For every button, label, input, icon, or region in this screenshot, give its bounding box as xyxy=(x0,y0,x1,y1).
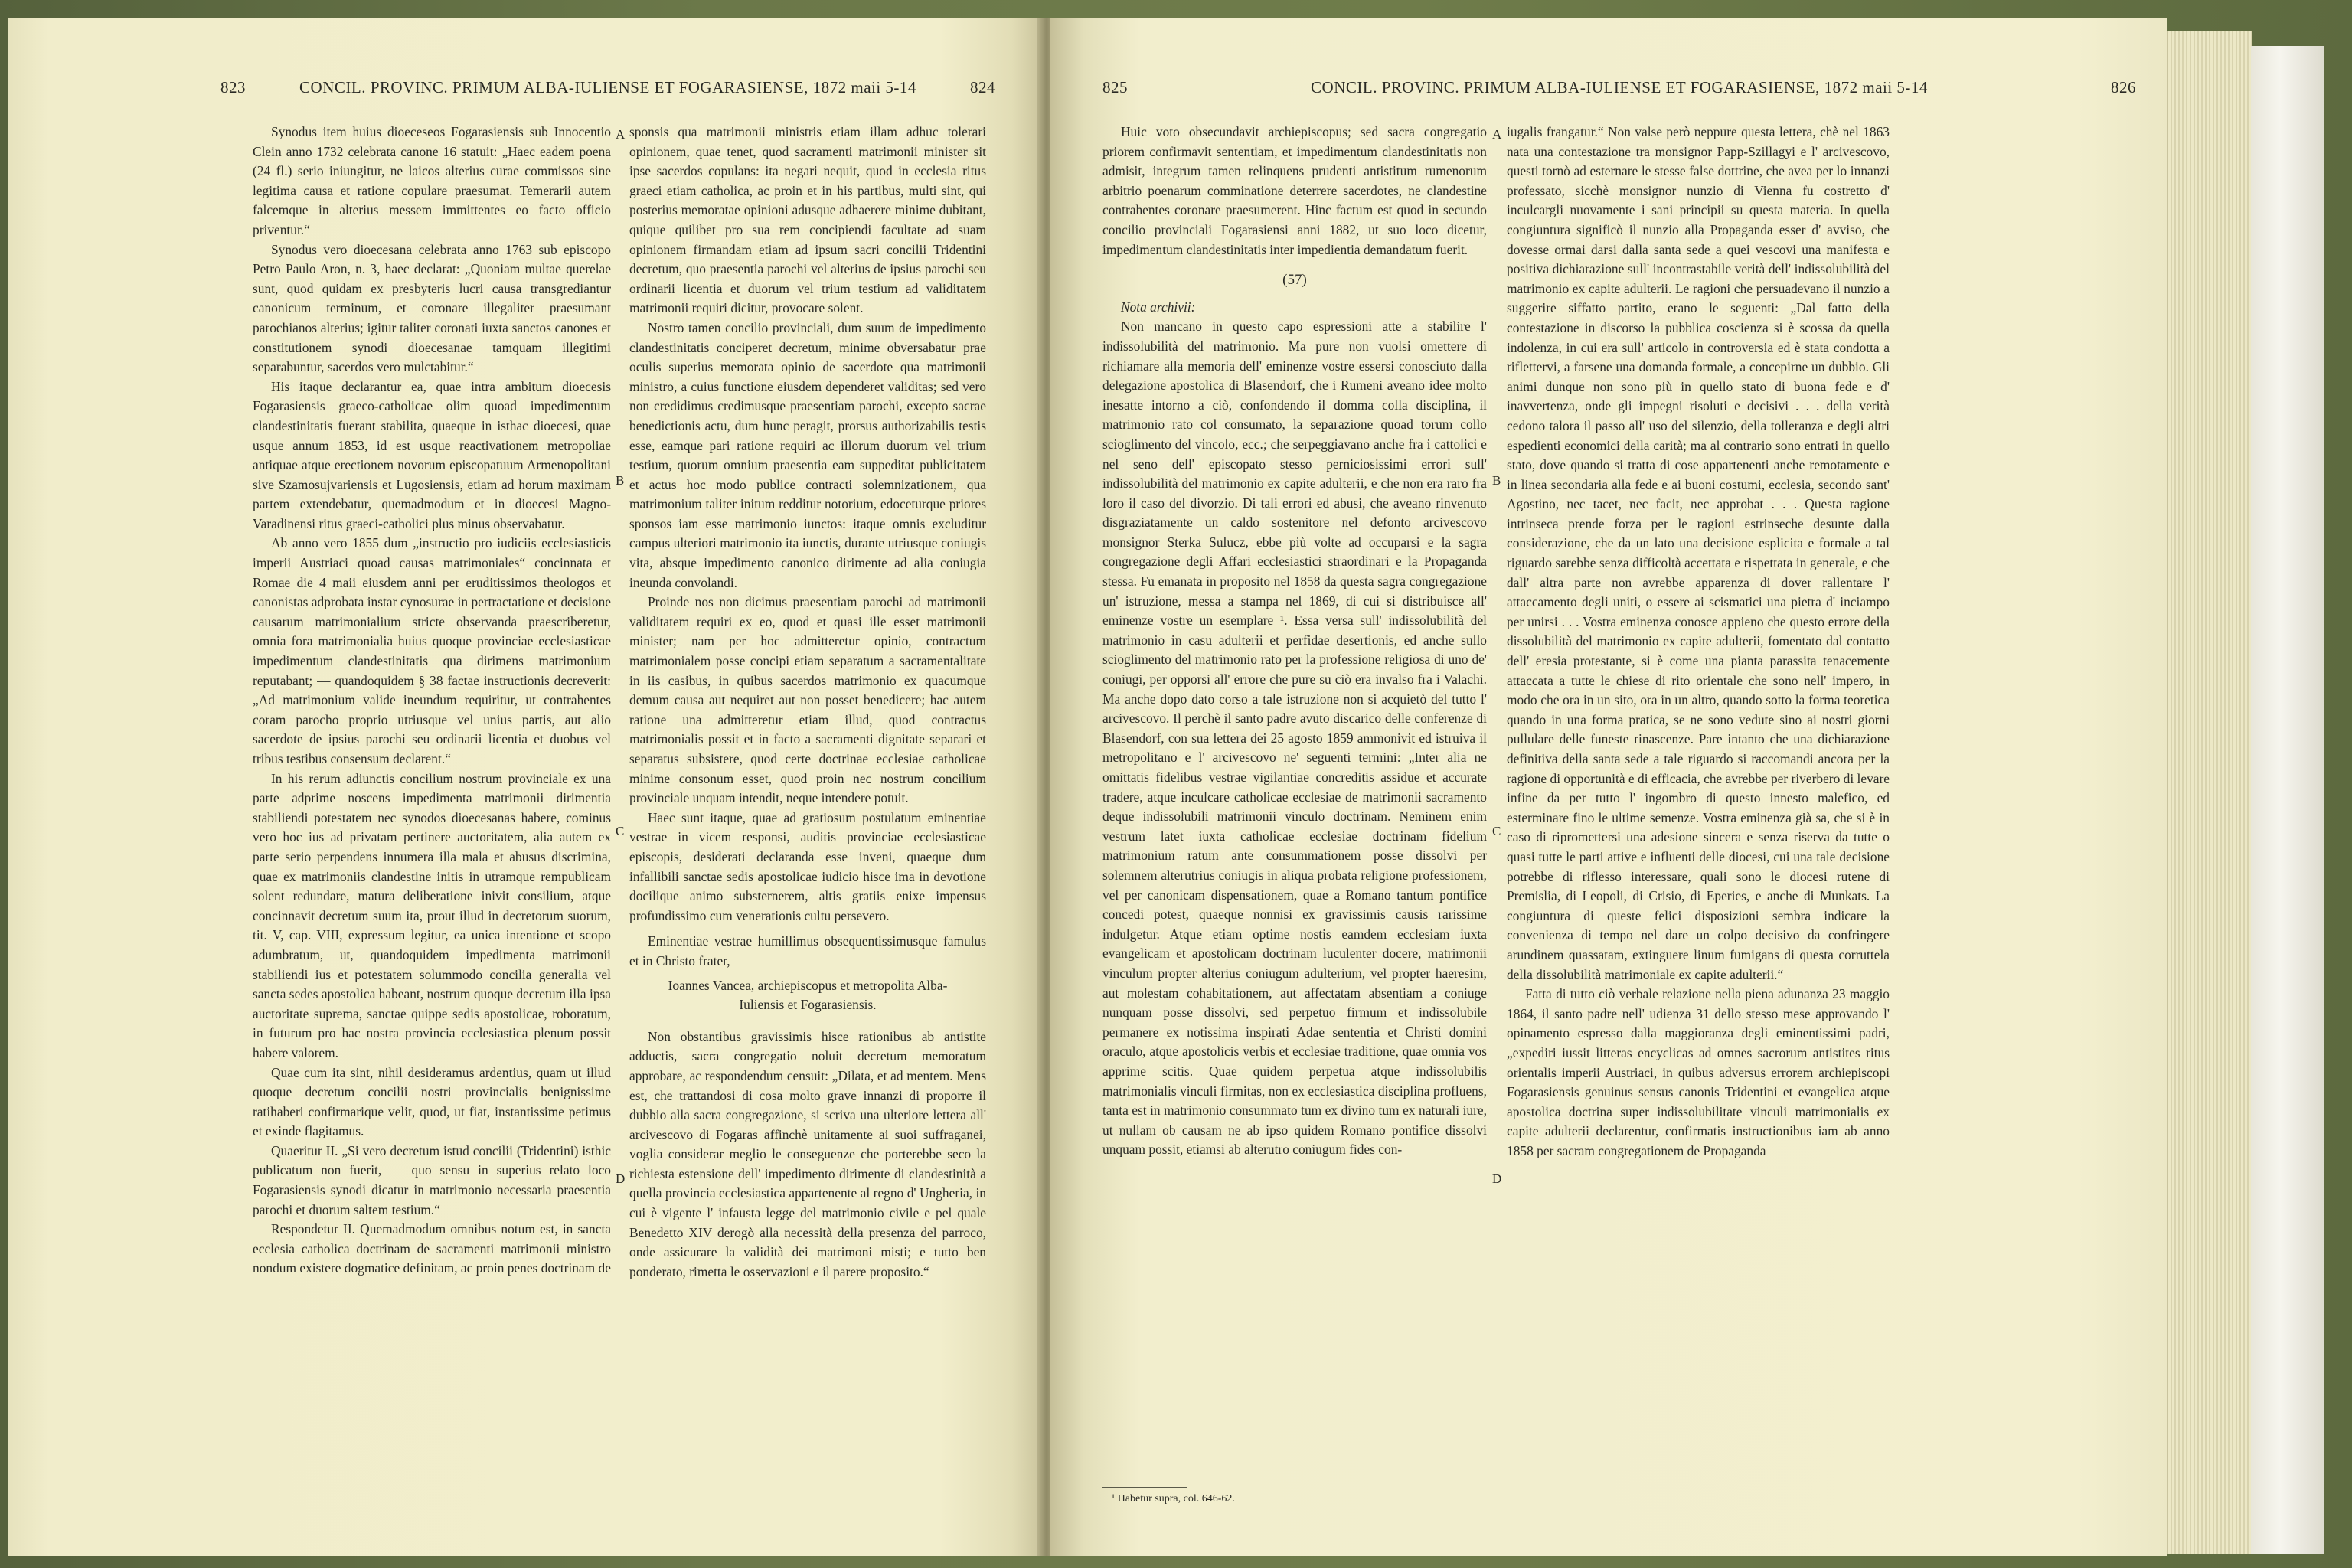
note-label: Nota archivii: xyxy=(1121,299,1196,315)
paragraph: Ab anno vero 1855 dum „instructio pro iudiciis ecclesiasticis imperii Austriaci quoad causas matrimoniales“ concinnata et Romae die 4 maii eiusdem anni per eruditissimos theologos et canonistas adprobata instar cynosurae in pertractatione et decisione causarum matrimonialium stricte observanda praescriberetur, omnia fora matrimonialia huius quoque provinciae ecclesiasticae impedimentum clandestinitatis qua dirimens matrimonium reputabant; — quandoquidem § 38 factae instructionis decreverit: „Ad matrimonium valide ineundum requiritur, ut contrahentes coram parocho proprio utriusque vel unius partis, aut alio sacerdote de ipsius parochi seu ordinarii licentia et duobus vel tribus testibus consensum declarent.“ xyxy=(253,535,611,766)
paragraph: sponsis qua matrimonii ministris etiam illam adhuc tolerari opinionem, quae tenet, quod sacramenti matrimonii minister sit ipse sacerdos copulans: ita negari nequit, quod in ecclesia ritus graeci etiam catholica, ac proin et in his partibus, multi sint, qui posterius memoratae opinioni adusque adhaerere minime dubitant, quique quilibet pro sua rem concipiendi facultate ad suam opinionem firmandam etiam ad ipsum sacri concilii Tridentini decretum, quo praesentia parochi vel alterius de ipsius parochi seu ordinarii licentia et duorum vel trium testium ad validitatem matrimonii requiri dicitur, provocare solent. xyxy=(629,124,986,316)
signature-closing: Eminentiae vestrae humillimus obsequentissimusque famulus et in Christo frater, xyxy=(629,933,986,969)
paragraph: Nostro tamen concilio provinciali, dum suum de impedimento clandestinitatis conciperet decretum, minime obversabatur prae oculis superius memorata opinio de sacerdote qua matrimonii ministro, a cuius functione eiusdem dependeret validitas; sed vero non credidimus credimusque praesentiam parochi, excepto sacrae benedictionis actu, dum hunc peragit, prorsus authorizabilis testis esse, eamque pari ratione requiri ac illorum duorum vel trium testium, quorum omnium praesentia eam suppeditat publicitatem et actus hoc modo publice contracti solemnizationem, qua matrimonium taliter initum redditur notorium, edoceturque priores sponsos iam esse matrimonio iunctos: itaque omnis excluditur campus ulteriori matrimonio ita iunctis, durante utriusque coniugis vita, absque impedimento canonico dirimente ad alia coniugia ineunda convolandi. xyxy=(629,319,986,590)
paragraph: Fatta di tutto ciò verbale relazione nella piena adunanza 23 maggio 1864, il santo padre nell' udienza 31 dello stesso mese approvando l' opinamento espresso dalla maggioranza degli eminentissimi padri, „expediri iussit litteras encyclicas ad omnes sacrorum antistites ritus orientalis imperii Austriaci, in quibus adversus errorem archiepiscopi Fogarasiensis genuinus sensus canonis Tridentini et evangelica atque apostolica doctrina super indissolubilitate vinculi matrimonialis ex capite adulterii declarentur, confirmatis instructionibus iam ab anno 1858 per sacram congregationem de Propaganda xyxy=(1507,986,1890,1158)
page-number: 825 xyxy=(1102,78,1128,96)
paragraph: Respondetur II. Quemadmodum omnibus notum est, in sancta ecclesia catholica doctrinam de sacramenti matrimonii ministro nondum existere dogmatice definitam, ac proin penes doctrinam de xyxy=(253,1221,611,1276)
running-title: CONCIL. PROVINC. PRIMUM ALBA-IULIENSE ET FOGARASIENSE, 1872 maii 5-14 xyxy=(299,78,916,96)
section-marker: B xyxy=(616,473,625,488)
section-number: (57) xyxy=(1282,272,1307,289)
page-number: 826 xyxy=(2111,78,2136,96)
running-header-right xyxy=(1102,78,2136,109)
paragraph: Synodus item huius dioeceseos Fogarasiensis sub Innocentio Clein anno 1732 celebrata canone 16 statuit: „Haec eadem poena (24 fl.) serio iniungitur, ne laicos alterius curae commissos sine legitima causa et ratione copulare praesumat. Temerarii autem falcemque in alterius messem immittentes eo facto officio priventur.“ xyxy=(253,124,611,237)
signature: Ioannes Vancea, archiepiscopus et metropolita Alba-Iuliensis et Fogarasiensis. xyxy=(668,977,948,1013)
left-column-1 xyxy=(253,122,611,1279)
left-page xyxy=(8,18,1043,1556)
paragraph: Non mancano in questo capo espressioni atte a stabilire l' indissolubilità del matrimonio. Ma pure non vuolsi omettere di richiamare alla memoria dell' eminenze vostre essersi conosciuto dalla delegazione apostolica di Blasendorf, che i Rumeni aveano idee molto inesatte intorno a ciò, confondendo il domma colla disciplina, il matrimonio rato col consumato, la separazione quoad torum collo scioglimento del vincolo, ecc.; che serpeggiavano anche fra i cattolici e nel seno dell' episcopato stesso perniciosissimi errori sull' indissolubilità del matrimonio ex capite adulterii, e che non era raro fra loro il caso del divorzio. Di tali errori ed abusi, che aveano rinvenuto disgraziatamente un caldo sostenitore nel defonto arcivescovo monsignor Sterka Sulucz, ebbe più volte ad occuparsi e la sagra congregazione degli Affari ecclesiastici straordinari e la Propaganda stessa. Fu emanata in proposito nel 1858 da questa sagra congregazione un' istruzione, messa a stampa nel 1869, di cui si distribuisce all' eminenze vostre un esemplare ¹. Essa versa sull' indissolubilità del matrimonio in casu adulterii et perfidae desertionis, ed anche sullo scioglimento del matrimonio rato per la professione religiosa di uno de' coniugi, per opporsi all' errore che pure su ciò era invalso fra i Valachi. Ma anche dopo dato corso a tale istruzione non si acquietò del tutto l' arcivescovo. Il perchè il santo padre avuto discarico delle conferenze di Blasendorf, con sua lettera dei 25 agosto 1859 ammonivit ed istruiva il metropolitano e l' arcivescovo ne' seguenti termini: „Inter alia ne omittatis fidelibus vestrae vigilantiae concreditis assidue et accurate tradere, atque inculcare catholicae ecclesiae de matrimonii sacramento deque indissolubili matrimonii vinculo doctrinam. Neminem enim vestrum latet iuxta catholicae ecclesiae doctrinam fidelium matrimonium ratum ante consummationem posse dissolvi per solemnem alterutrius coniugis in aliqua probata religione professionem, vel per canonicam dispensationem, quae a Romano tantum pontifice concedi potest, quaeque nonnisi ex gravissimis causis rarissime indulgetur. Atque etiam optime nostis eamdem ecclesiam iuxta evangelicam et apostolicam doctrinam luculenter docere, matrimonii vinculum propter alterius coniugum adulterium, vel propter haeresim, aut molestam cohabitationem, aut affectatam absentiam a coniuge nunquam posse dissolvi, sed perpetuo firmum et indissolubile permanere ex notissima inspirati Adae sententia et Christi domini oraculo, atque apostolicis verbis et ecclesiae traditione, quae omnia vos apprime scitis. Quae quidem perpetua atque indissolubilis matrimonialis vinculi firmitas, non ex ecclesiastica disciplina profluens, tanta est in matrimonio consummato tum ex divino tum ex naturali iure, ut nullam ob causam ne ab ipso quidem Romano pontifice dissolvi unquam possit, etiamsi ab alterutro coniugum fides con- xyxy=(1102,318,1487,1158)
section-marker: A xyxy=(616,127,626,142)
right-page xyxy=(1050,18,2167,1556)
section-marker: C xyxy=(616,824,625,838)
left-column-2 xyxy=(629,122,986,1282)
footnote-rule xyxy=(1102,1487,1187,1488)
paragraph: Proinde nos non dicimus praesentiam parochi ad matrimonii validitatem requiri ex eo, quod et quasi ille esset matrimonii minister; nam per hoc admitteretur opinio, contractum matrimonialem posse concipi etiam separatum a sacramentalitate in iis casibus, in quibus sacerdos matrimonio ex quacumque demum causa aut nequiret aut non posset benedicere; hac autem ratione una admitteretur etiam illud, quod contractus matrimonialis possit et in facto a sacramenti dignitate separari et separatus subsistere, quod certe doctrinae ecclesiae catholicae minime consonum esset, quod proin nec nostrum concilium provinciale unquam intendit, neque intendere potuit. xyxy=(629,594,986,806)
paragraph: iugalis frangatur.“ Non valse però neppure questa lettera, chè nel 1863 nata una contestazione tra monsignor Papp-Szillagyi e l' arcivescovo, questi tornò ad esternare le stesse false dottrine, che avea per lo innanzi professato, sicchè monsignor nunzio di Vienna fu costretto d' inculcargli nuovamente i sani principii su questa materia. In quella congiuntura significò il nunzio alla Propaganda esser d' avviso, che dovesse ormai darsi dalla santa sede a quei vescovi una manifesta e positiva dichiarazione sull' incontrastabile verità dell' indissolubilità del matrimonio ex capite adulterii. Le ragioni che persuadevano il nunzio a suggerire siffatto partito, erano le seguenti: „Dal fatto della contestazione in discorso la pubblica coscienza si è scossa da quella indolenza, in cui era sull' articolo in controversia ed è stata condotta a riflettervi, a farsene una domanda formale, a concepirne un dubbio. Gli animi dunque non sono più in quello stato di buona fede e d' inavvertenza, onde gli impegni risoluti e decisivi . . . della verità cedono talora il passo all' uso del silenzio, della tolleranza e degli altri espedienti economici della carità; ma al contrario sono entrati in quello stato, dove quando si tratta di cose appartenenti anche remotamente e in linea secondaria alla fede e ai buoni costumi, ecclesia, secondo sant' Agostino, nec tacet, nec facit, nec approbat . . . Questa ragione intrinseca prende forza per le ragioni estrinseche desunte dalla considerazione, che da un lato una decisione esplicita e formale a tal riguardo sarebbe senza difficoltà accettata e rispettata in generale, e che dall' altra parte non avrebbe apparenza di dover rallentare l' attaccamento degli uniti, o essere ai scismatici una pietra d' inciampo per unirsi . . . Vostra eminenza conosce appieno che questo errore della dissolubilità del matrimonio ex capite adulterii, fomentato dal contatto dell' eresia protestante, si è come una pianta parassita tenacemente attaccata a tutte le chiese di rito orientale che sono nell' impero, in modo che ora in un sito, ora in un altro, quando sotto la forma teoretica quando in una forma pratica, se ne sono vedute sino ai nostri giorni pullulare delle funeste rinascenze. Pare intanto che una dichiarazione definitiva della santa sede a tale riguardo si raccomandi ancora per la ragione di opportunità e di efficacia, che avrebbe per riverbero di levare infine da per tutto l' ingombro di questo innesto malefico, ed esterminare fino le ultime semenze. Vostra eminenza già sa, che si è in caso di ripromettersi una adesione sincera e senza riserva da tutte o quasi tutte le parti attive e influenti delle diocesi, cui una tale decisione potrebbe di riflesso interessare, quali sono le diocesi rutene di Premislia, di Leopoli, di Crisio, di Eperies, e anche di Munkats. La congiuntura di queste felici disposizioni sembra indicare la convenienza di tempo nel dare un colpo decisivo da confringere arundinem quassatam, extinguere linum fumigans di questa corruttela della dissolubilità matrimoniale ex capite adulterii.“ xyxy=(1507,124,1890,982)
section-marker: A xyxy=(1492,127,1502,142)
paragraph: Huic voto obsecundavit archiepiscopus; sed sacra congregatio priorem confirmavit sententiam, et impedimentum clandestinitatis non admisit, integrum tamen relinquens prudenti antistitum rumenorum arbitrio poenarum comminatione deterrere sacerdotes, ne clandestine contrahentes coronare praesumerent. Hinc factum est quod in secundo concilio provinciali Fogarasiensi anni 1882, ut suo loco dicetur, impedimentum clandestinitatis inter impedientia demandatum fuerit. xyxy=(1102,124,1487,257)
paragraph: Quaeritur II. „Si vero decretum istud concilii (Tridentini) isthic publicatum non fuerit, — quo sensu in superius relato loco Fogarasiensis synodi dicatur in matrimonio necessaria praesentia parochi et duorum saltem testium.“ xyxy=(253,1142,611,1217)
page-number: 824 xyxy=(970,78,995,96)
running-title: CONCIL. PROVINC. PRIMUM ALBA-IULIENSE ET FOGARASIENSE, 1872 maii 5-14 xyxy=(1311,78,1928,96)
book-cover-edge xyxy=(2251,46,2324,1554)
section-marker: D xyxy=(616,1171,626,1186)
running-header-left xyxy=(220,78,995,109)
page-edges xyxy=(2167,31,2252,1554)
footnote: ¹ Habetur supra, col. 646-62. xyxy=(1112,1493,1235,1504)
paragraph: Haec sunt itaque, quae ad gratiosum postulatum eminentiae vestrae in vicem responsi, auditis provinciae ecclesiasticae episcopis, desiderati declaranda esse inveni, quaeque dum infallibili sanctae sedis apostolicae iudicio hisce ima in devotione docilique animo substernerem, altis gratiis enixe impensus profundissimo cum venerationis cultu persevero. xyxy=(629,809,986,923)
paragraph: His itaque declarantur ea, quae intra ambitum dioecesis Fogarasiensis graeco-catholicae olim quoad impedimentum clandestinitatis fuerant stabilita, quaeque in isthac dioecesi, quae usque annum 1853, id est usque reactivationem metropoliae antiquae atque erectionem novorum episcopatuum Armenopolitani sive Szamosujvariensis et Lugosiensis, etiam ad horum maximam partem extendebatur, quemadmodum et in dioecesi Magno-Varadinensi ritus graeci-catholici plus minus observabatur. xyxy=(253,378,611,531)
paragraph: Synodus vero dioecesana celebrata anno 1763 sub episcopo Petro Paulo Aron, n. 3, haec declarat: „Quoniam multae querelae sunt, quod quidam ex presbyteris lucri causa transgrediantur canonicum terminum, et coronare illegaliter praesumant parochianos alterius; igitur taliter coronati iuxta sanctos canones et constitutionem synodi dioecesanae tamquam illegitimi separabuntur, sacerdos vero mulctabitur.“ xyxy=(253,241,611,375)
paragraph: In his rerum adiunctis concilium nostrum provinciale ex una parte adprime noscens impedimenta matrimonii dirimentia stabiliendi potestatem nec synodos dioecesanas habere, cominus vero hoc ius ad privatam pertinere auctoritatem, alia autem ex parte serio perpendens innumera illa mala et abusus discrimina, quae ex matrimoniis clandestine initis in utramque rempublicam solent redundare, matura deliberatione inivit consilium, atque concinnavit decretum suum ita, prout illud in decretorum suorum, tit. V, cap. VIII, expressum legitur, ea unica intentione et scopo adumbratum, ut, quandoquidem impedimenta matrimonii stabiliendi ius et potestatem solummodo concilia generalia vel sancta sedes apostolica habeant, nostrum quoque decretum illa ipsa auctoritate suprema, sanctae quippe sedis apostolicae, roboratum, in futurum pro hac nostra provincia ecclesiastica plenum possit habere valorem. xyxy=(253,770,611,1060)
section-marker: C xyxy=(1492,824,1501,838)
right-column-2 xyxy=(1507,122,1890,1161)
paragraph: Non obstantibus gravissimis hisce rationibus ab antistite adductis, sacra congregatio noluit decretum memoratum approbare, ac respondendum censuit: „Dilata, et ad mentem. Mens est, che trattandosi di cosa molto grave innanzi di proporre il dubbio alla sacra congregazione, si scriva una ulteriore lettera all' arcivescovo di Fogaras affinchè unitamente ai suoi suffraganei, voglia considerar meglio le conseguenze che porterebbe seco la richiesta estensione dell' impedimento dirimente di clandestinità a quella provincia ecclesiastica appartenente al regno d' Ungheria, in cui è vigente l' infausta legge del matrimonio civile e pel quale Benedetto XIV derogò alla necessità della presenza del parroco, onde assicurare la validità dei matrimoni misti; e tutto ben ponderato, rimetta le osservazioni e il parere proposito.“ xyxy=(629,1028,986,1279)
section-marker: D xyxy=(1492,1171,1502,1186)
section-marker: B xyxy=(1492,473,1501,488)
page-number: 823 xyxy=(220,78,246,96)
right-column-1 xyxy=(1102,122,1487,1160)
paragraph: Quae cum ita sint, nihil desideramus ardentius, quam ut illud quoque decretum concilii nostri provincialis benignissime ratihaberi confirmarique velit, quod, ut fiat, instantissime petimus et exinde flagitamus. xyxy=(253,1064,611,1139)
